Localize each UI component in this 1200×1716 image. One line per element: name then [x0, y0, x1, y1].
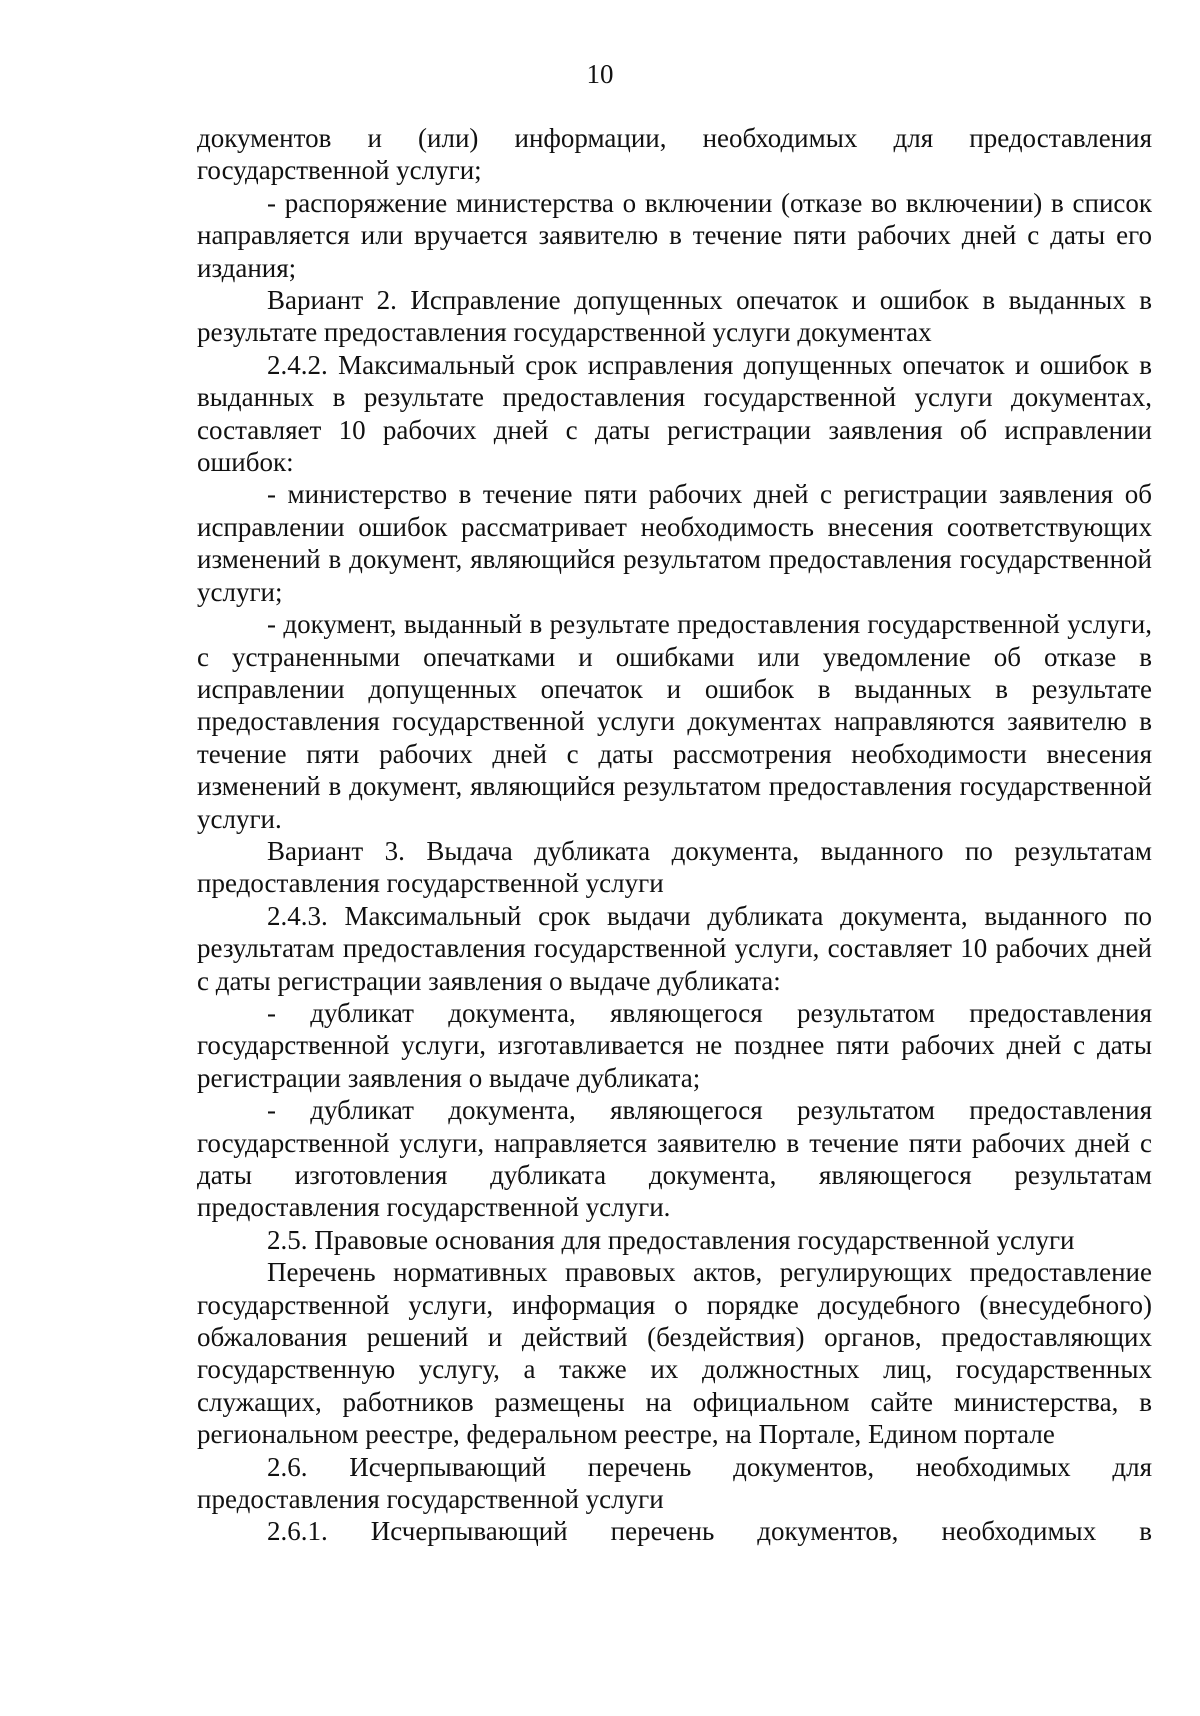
- document-body: [197, 122, 1152, 1548]
- section-2-5-heading: 2.5. Правовые основания для предоставления государственной услуги: [267, 1224, 1075, 1255]
- variant-2-heading: Вариант 2. Исправление допущенных опечаток и ошибок в выданных в результате предоставления государственной услуги документах: [197, 285, 1152, 348]
- paragraph-corrected-document: - документ, выданный в результате предоставления государственной услуги, с устраненными опечатками и ошибками или уведомление об отказе в исправлении допущенных опечаток и ошибок в выданных в результате предоставления государственной услуги документах направляются заявителю в течение пяти рабочих дней с даты рассмотрения необходимости внесения изменений в документ, являющийся результатом предоставления государственной услуги.: [197, 609, 1152, 834]
- variant-3-heading: Вариант 3. Выдача дубликата документа, выданного по результатам предоставления государственной услуги: [197, 835, 1152, 899]
- paragraph-ministry-review: - министерство в течение пяти рабочих дней с регистрации заявления об исправлении ошибок рассматривает необходимость внесения соответствующих изменений в документ, являющийся результатом предоставления государственной услуги;: [197, 479, 1152, 607]
- section-2-6-heading: 2.6. Исчерпывающий перечень документов, необходимых для предоставления государственной услуги: [197, 1451, 1152, 1515]
- paragraph-duplicate-sent: - дубликат документа, являющегося результатом предоставления государственной услуги, направляется заявителю в течение пяти рабочих дней с даты изготовления дубликата документа, являющегося результатам предоставления государственной услуги.: [197, 1095, 1152, 1223]
- paragraph-2-6-1: 2.6.1. Исчерпывающий перечень документов, необходимых в: [267, 1516, 1152, 1547]
- paragraph-legal-acts-list: Перечень нормативных правовых актов, регулирующих предоставление государственной услуги, информация о порядке досудебного (внесудебного) обжалования решений и действий (бездействия) органов, предоставляющих государственную услугу, а также их должностных лиц, государственных служащих, работников размещены на официальном сайте министерства, в региональном реестре, федеральном реестре, на Портале, Едином портале: [197, 1257, 1152, 1450]
- paragraph-continuation: документов и (или) информации, необходимых для предоставления государственной услуги;: [197, 123, 1152, 186]
- paragraph-duplicate-made: - дубликат документа, являющегося результатом предоставления государственной услуги, изготавливается не позднее пяти рабочих дней с даты регистрации заявления о выдаче дубликата;: [197, 997, 1152, 1093]
- paragraph-order-delivery: - распоряжение министерства о включении (отказе во включении) в список направляется или вручается заявителю в течение пяти рабочих дней с даты его издания;: [197, 187, 1152, 283]
- paragraph-2-4-2: 2.4.2. Максимальный срок исправления допущенных опечаток и ошибок в выданных в результате предоставления государственной услуги документах, составляет 10 рабочих дней с даты регистрации заявления об исправлении ошибок:: [197, 349, 1152, 478]
- page-number: 10: [586, 59, 614, 89]
- paragraph-2-4-3: 2.4.3. Максимальный срок выдачи дубликата документа, выданного по результатам предоставления государственной услуги, составляет 10 рабочих дней с даты регистрации заявления о выдаче дубликата:: [197, 900, 1152, 996]
